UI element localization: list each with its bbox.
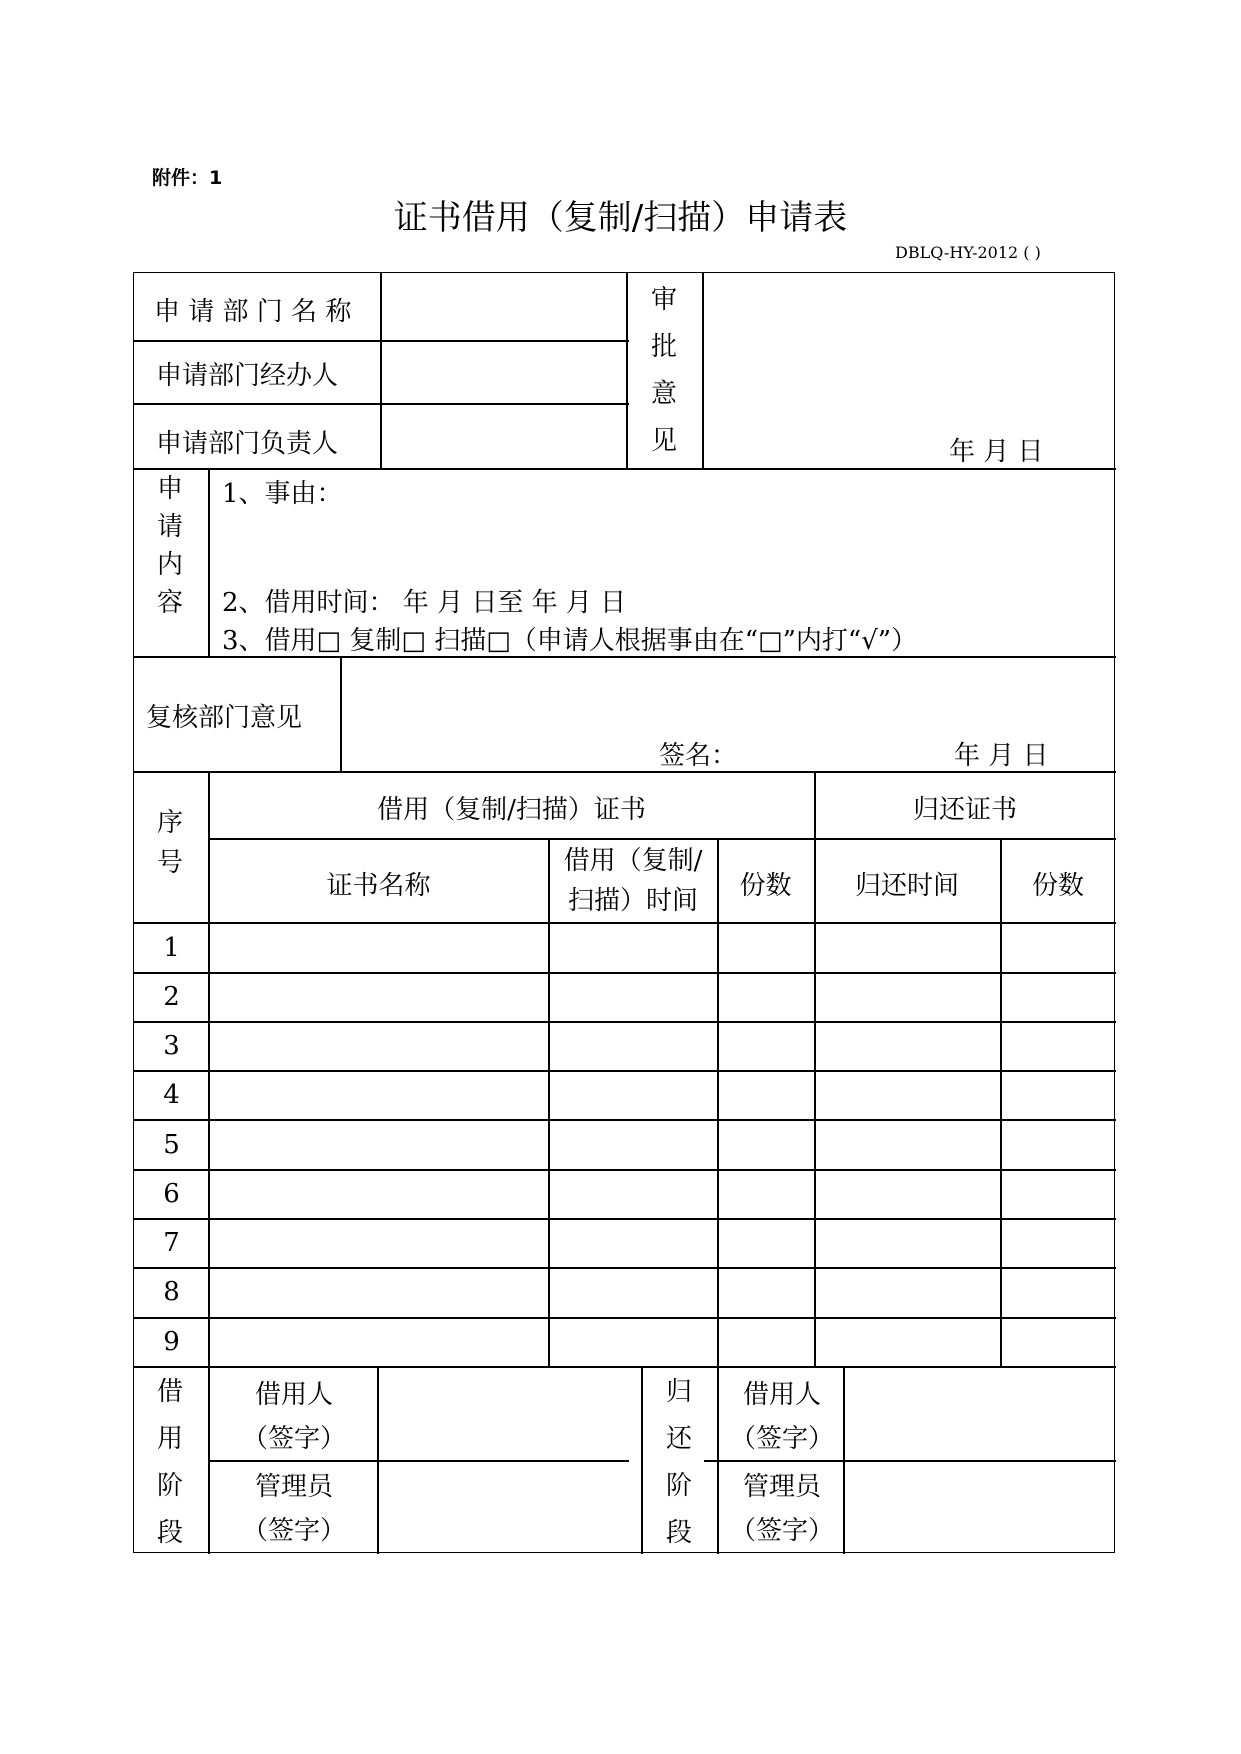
content-label: 申请内容 [156, 474, 183, 618]
row-number: 8 [163, 1277, 180, 1307]
form-code: DBLQ-HY-2012 ( ) [895, 243, 1041, 262]
period-line: 2、借用时间： 年 月 日至 年 月 日 [222, 588, 627, 618]
application-form [133, 272, 1115, 1553]
approval-label: 审批意见 [650, 285, 677, 456]
col-return-time: 归还时间 [854, 871, 959, 901]
col-copies: 份数 [739, 871, 792, 901]
row-number: 6 [163, 1179, 180, 1209]
review-date: 年 月 日 [954, 741, 1049, 771]
attachment-label: 附件：1 [152, 167, 223, 189]
dept-handler-label: 申请部门经办人 [156, 361, 339, 391]
seq-label: 序号 [156, 808, 183, 878]
row-number: 5 [163, 1130, 180, 1160]
borrow-group-header: 借用（复制/扫描）证书 [377, 795, 646, 825]
col-borrow-time: 借用（复制/扫描）时间 [563, 846, 703, 916]
review-label: 复核部门意见 [146, 703, 303, 733]
borrower-sign-label: 借用人（签字） [241, 1380, 346, 1454]
reason-line: 1、事由： [222, 479, 343, 509]
return-admin-sign-label: 管理员（签字） [729, 1472, 834, 1546]
return-stage-label: 归还阶段 [665, 1377, 692, 1548]
col-cert-name: 证书名称 [326, 871, 431, 901]
borrow-stage-label: 借用阶段 [156, 1377, 183, 1548]
approval-date: 年 月 日 [949, 437, 1044, 467]
row-number: 1 [163, 933, 180, 963]
row-number: 3 [163, 1031, 180, 1061]
dept-head-label: 申请部门负责人 [156, 429, 339, 459]
row-number: 2 [163, 982, 180, 1012]
row-number: 4 [163, 1080, 180, 1110]
admin-sign-label: 管理员（签字） [241, 1472, 346, 1546]
return-group-header: 归还证书 [912, 795, 1017, 825]
dept-name-label: 申 请 部 门 名 称 [154, 297, 352, 327]
col-return-copies: 份数 [1031, 871, 1084, 901]
page-title: 证书借用（复制/扫描）申请表 [393, 198, 848, 238]
type-line: 3、借用□ 复制□ 扫描□（申请人根据事由在“□”内打“√”） [222, 626, 918, 656]
row-number: 9 [163, 1327, 180, 1357]
review-sign: 签名： [659, 741, 738, 771]
row-number: 7 [163, 1228, 180, 1258]
return-borrower-sign-label: 借用人（签字） [729, 1380, 834, 1454]
